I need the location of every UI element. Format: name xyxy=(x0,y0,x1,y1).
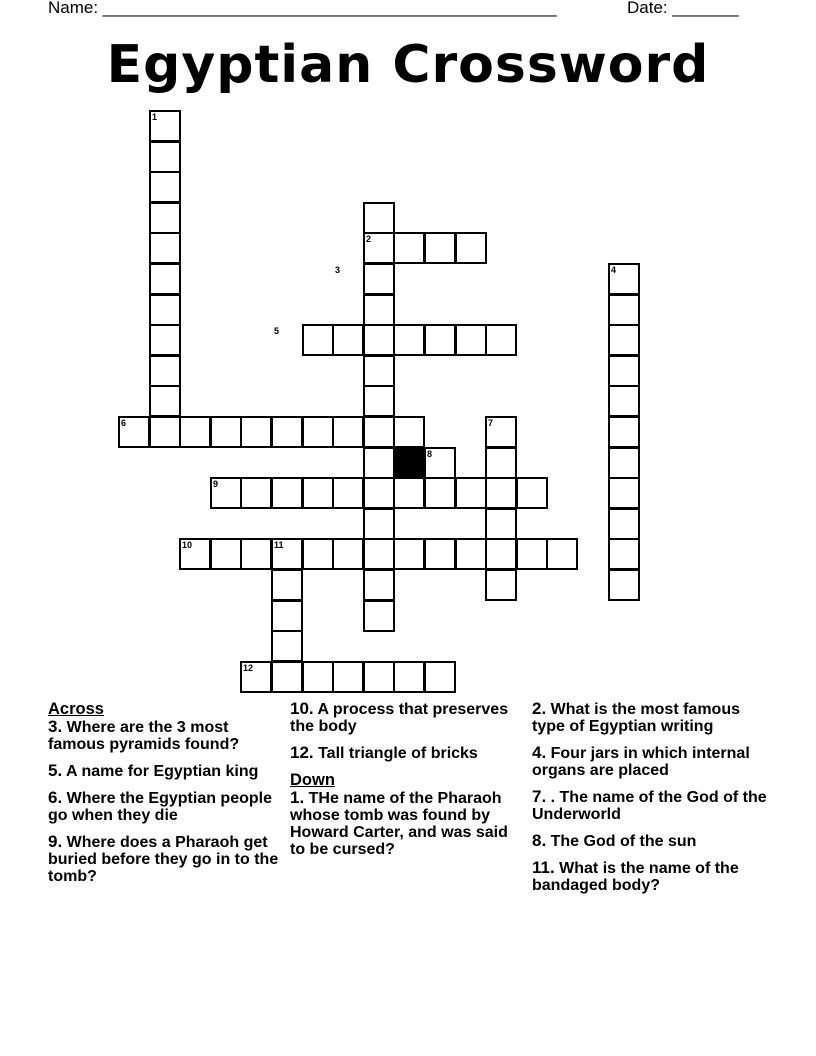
crossword-cell[interactable] xyxy=(424,661,456,693)
clue-number: 5. xyxy=(48,761,63,780)
crossword-cell[interactable] xyxy=(608,538,640,570)
crossword-cell[interactable] xyxy=(363,447,395,479)
cell-number: 9 xyxy=(213,479,219,489)
crossword-cell[interactable] xyxy=(149,294,181,326)
clue-text: A name for Egyptian king xyxy=(62,763,259,780)
crossword-cell[interactable] xyxy=(363,661,395,693)
across-clue xyxy=(48,718,286,753)
clue-text: Four jars in which internal organs are placed xyxy=(532,745,750,779)
crossword-cell[interactable] xyxy=(363,294,395,326)
clue-number: 9. xyxy=(48,832,63,851)
crossword-cell[interactable] xyxy=(271,416,303,448)
crossword-cell[interactable] xyxy=(302,324,334,356)
crossword-cell[interactable] xyxy=(608,477,640,509)
crossword-cell[interactable] xyxy=(210,538,242,570)
down-clue xyxy=(532,700,770,735)
cell-number: 7 xyxy=(488,418,494,428)
crossword-cell[interactable] xyxy=(608,385,640,417)
crossword-cell[interactable] xyxy=(149,171,181,203)
page-title: Egyptian Crossword xyxy=(106,35,710,95)
clue-text: What is the name of the bandaged body? xyxy=(532,860,739,894)
crossword-cell[interactable] xyxy=(546,538,578,570)
crossword-cell[interactable] xyxy=(608,324,640,356)
clue-text: THe name of the Pharaoh whose tomb was found by Howard Carter, and was said to be cursed? xyxy=(290,790,508,858)
crossword-cell[interactable] xyxy=(363,416,395,448)
cell-number: 1 xyxy=(152,112,158,122)
crossword-cell[interactable] xyxy=(332,416,364,448)
crossword-cell[interactable] xyxy=(455,324,487,356)
cell-number: 6 xyxy=(121,418,127,428)
crossword-cell[interactable] xyxy=(608,355,640,387)
crossword-cell[interactable] xyxy=(149,385,181,417)
crossword-cell[interactable] xyxy=(363,263,395,295)
crossword-cell[interactable] xyxy=(363,355,395,387)
down-clue xyxy=(290,789,522,858)
name-field-label: Name: ________________________________________________ xyxy=(48,0,557,17)
across-heading: Across xyxy=(48,700,104,718)
crossword-cell[interactable] xyxy=(455,477,487,509)
crossword-cell[interactable] xyxy=(485,447,517,479)
down-heading: Down xyxy=(290,771,335,789)
crossword-cell[interactable] xyxy=(424,477,456,509)
cell-number: 4 xyxy=(611,265,617,275)
crossword-cell[interactable] xyxy=(149,355,181,387)
across-clue xyxy=(290,744,522,762)
down-clue xyxy=(532,832,770,850)
crossword-cell[interactable] xyxy=(363,477,395,509)
clue-number: 7. xyxy=(532,787,547,806)
down-clue xyxy=(532,788,770,823)
cell-number: 11 xyxy=(274,540,284,550)
crossword-cell[interactable] xyxy=(240,416,272,448)
clue-number: 8. xyxy=(532,831,547,850)
crossword-cell[interactable] xyxy=(149,324,181,356)
crossword-cell[interactable] xyxy=(393,538,425,570)
crossword-cell[interactable] xyxy=(271,477,303,509)
date-field-label: Date: _______ xyxy=(627,0,739,17)
cell-number: 3 xyxy=(335,265,341,275)
crossword-cell[interactable] xyxy=(363,569,395,601)
crossword-cell[interactable] xyxy=(608,447,640,479)
clue-number: 3. xyxy=(48,717,63,736)
across-clue xyxy=(48,762,286,780)
crossword-cell[interactable] xyxy=(271,600,303,632)
crossword-cell[interactable] xyxy=(516,477,548,509)
clue-number: 6. xyxy=(48,788,63,807)
crossword-cell[interactable] xyxy=(302,416,334,448)
across-clue xyxy=(48,833,286,885)
crossword-cell[interactable] xyxy=(485,508,517,540)
crossword-cell[interactable] xyxy=(179,416,211,448)
crossword-cell[interactable] xyxy=(332,661,364,693)
clue-text: Where the Egyptian people go when they die xyxy=(48,790,272,824)
crossword-cell[interactable] xyxy=(455,538,487,570)
clue-number: 2. xyxy=(532,699,547,718)
clue-number: 10. xyxy=(290,699,314,718)
crossword-cell[interactable] xyxy=(302,661,334,693)
clue-column-3 xyxy=(532,700,770,903)
crossword-cell[interactable] xyxy=(608,508,640,540)
down-clue xyxy=(532,744,770,779)
crossword-cell[interactable] xyxy=(332,477,364,509)
crossword-cell[interactable] xyxy=(393,324,425,356)
clue-text: A process that preserves the body xyxy=(290,701,509,735)
crossword-cell[interactable] xyxy=(302,538,334,570)
crossword-cell[interactable] xyxy=(363,600,395,632)
clue-number: 11. xyxy=(532,858,555,877)
crossword-cell[interactable] xyxy=(363,385,395,417)
crossword-cell[interactable] xyxy=(271,630,303,662)
crossword-cell[interactable] xyxy=(332,538,364,570)
clue-text: Tall triangle of bricks xyxy=(313,745,478,762)
crossword-cell[interactable] xyxy=(240,538,272,570)
across-clue xyxy=(290,700,522,735)
crossword-cell[interactable] xyxy=(240,477,272,509)
clue-text: The God of the sun xyxy=(546,833,697,850)
crossword-cell[interactable] xyxy=(608,569,640,601)
crossword-cell[interactable] xyxy=(149,416,181,448)
crossword-cell[interactable] xyxy=(393,232,425,264)
blocked-cell xyxy=(393,447,425,479)
crossword-cell[interactable] xyxy=(516,538,548,570)
crossword-cell[interactable] xyxy=(485,569,517,601)
crossword-cell[interactable] xyxy=(363,324,395,356)
clue-number: 12. xyxy=(290,743,314,762)
clue-text: Where does a Pharaoh get buried before they go in to the tomb? xyxy=(48,834,279,885)
clue-column-1 xyxy=(48,700,286,894)
cell-number: 2 xyxy=(366,234,372,244)
crossword-cell[interactable] xyxy=(363,508,395,540)
clue-number: 1. xyxy=(290,788,305,807)
crossword-cell[interactable] xyxy=(485,477,517,509)
cell-number: 8 xyxy=(427,449,433,459)
clue-text: . The name of the God of the Underworld xyxy=(532,789,767,823)
crossword-cell[interactable] xyxy=(424,538,456,570)
crossword-cell[interactable] xyxy=(149,263,181,295)
crossword-cell[interactable] xyxy=(393,477,425,509)
crossword-cell[interactable] xyxy=(608,416,640,448)
crossword-cell[interactable] xyxy=(393,661,425,693)
crossword-cell[interactable] xyxy=(271,661,303,693)
cell-number: 5 xyxy=(274,326,280,336)
down-clue xyxy=(532,859,770,894)
crossword-cell[interactable] xyxy=(608,294,640,326)
across-clue xyxy=(48,789,286,824)
crossword-cell[interactable] xyxy=(332,324,364,356)
crossword-cell[interactable] xyxy=(149,202,181,234)
crossword-cell[interactable] xyxy=(363,538,395,570)
crossword-cell[interactable] xyxy=(455,232,487,264)
crossword-cell[interactable] xyxy=(149,141,181,173)
crossword-cell[interactable] xyxy=(302,477,334,509)
clue-column-2 xyxy=(290,700,522,867)
crossword-cell[interactable] xyxy=(485,538,517,570)
crossword-cell[interactable] xyxy=(210,416,242,448)
crossword-cell[interactable] xyxy=(424,232,456,264)
crossword-cell[interactable] xyxy=(424,324,456,356)
clue-text: What is the most famous type of Egyptian writing xyxy=(532,701,740,735)
cell-number: 12 xyxy=(243,663,254,673)
crossword-cell[interactable] xyxy=(363,202,395,234)
crossword-cell[interactable] xyxy=(271,569,303,601)
crossword-cell[interactable] xyxy=(485,324,517,356)
clue-number: 4. xyxy=(532,743,547,762)
crossword-cell[interactable] xyxy=(149,232,181,264)
crossword-cell[interactable] xyxy=(393,416,425,448)
cell-number: 10 xyxy=(182,540,193,550)
clue-text: Where are the 3 most famous pyramids found? xyxy=(48,719,240,753)
